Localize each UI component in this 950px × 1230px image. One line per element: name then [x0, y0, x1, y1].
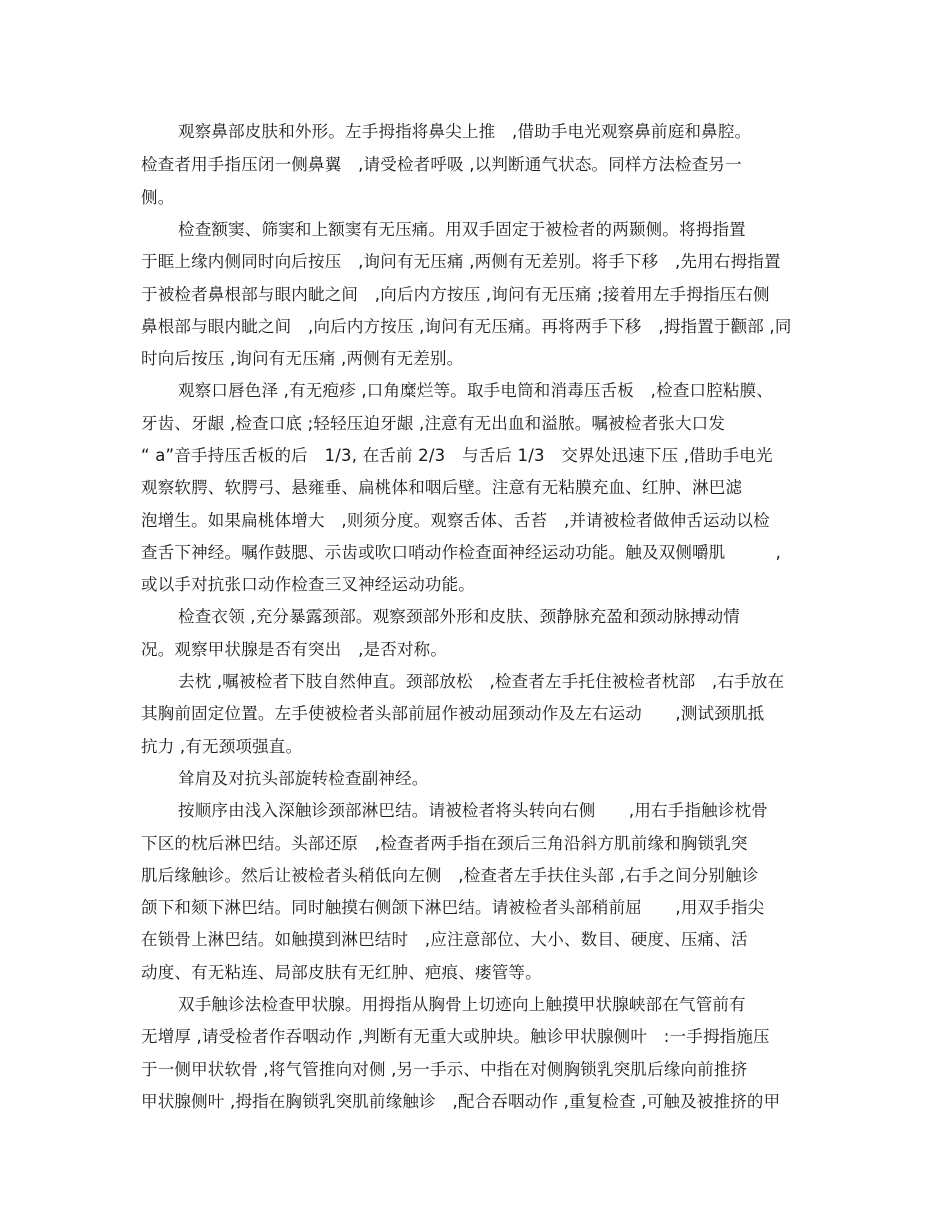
text-line: 检查者用手指压闭一侧鼻翼 ,请受检者呼吸 ,以判断通气状态。同样方法检查另一: [141, 155, 742, 174]
text-line: 耸肩及对抗头部旋转检查副神经。: [178, 769, 429, 788]
text-line: 检查衣领 ,充分暴露颈部。观察颈部外形和皮肤、颈静脉充盈和颈动脉搏动情: [178, 607, 740, 626]
text-line: 动度、有无粘连、局部皮肤有无红肿、疤痕、瘘管等。: [141, 963, 542, 982]
text-line: 其胸前固定位置。左手使被检者头部前屈作被动屈颈动作及左右运动 ,测试颈肌抵: [141, 704, 765, 723]
text-line: 查舌下神经。嘱作鼓腮、示齿或吹口哨动作检查面神经运动功能。触及双侧嚼肌 ,: [141, 543, 782, 562]
text-line: “ a”音手持压舌板的后 1/3, 在舌前 2/3 与舌后 1/3 交界处迅速下压 ,借助手电光: [141, 446, 773, 465]
text-line: 于一侧甲状软骨 ,将气管推向对侧 ,另一手示、中指在对侧胸锁乳突肌后缘向前推挤: [141, 1060, 748, 1079]
text-line: 鼻根部与眼内眦之间 ,向后内方按压 ,询问有无压痛。再将两手下移 ,拇指置于颧部 ,同: [141, 317, 792, 336]
text-line: 抗力 ,有无颈项强直。: [141, 737, 303, 756]
text-line: 双手触诊法检查甲状腺。用拇指从胸骨上切迹向上触摸甲状腺峡部在气管前有: [178, 995, 746, 1014]
text-line: 于被检者鼻根部与眼内眦之间 ,向后内方按压 ,询问有无压痛 ;接着用左手拇指压右侧: [141, 285, 770, 304]
text-line: 或以手对抗张口动作检查三叉神经运动功能。: [141, 575, 475, 594]
text-line: 况。观察甲状腺是否有突出 ,是否对称。: [141, 640, 448, 659]
text-line: 去枕 ,嘱被检者下肢自然伸直。颈部放松 ,检查者左手托住被检者枕部 ,右手放在: [178, 672, 785, 691]
text-line: 颌下和颏下淋巴结。同时触摸右侧颌下淋巴结。请被检者头部稍前屈 ,用双手指尖: [141, 898, 765, 917]
text-line: 无增厚 ,请受检者作吞咽动作 ,判断有无重大或肿块。触诊甲状腺侧叶 :一手拇指施压: [141, 1027, 770, 1046]
text-line: 按顺序由浅入深触诊颈部淋巴结。请被检者将头转向右侧 ,用右手指触诊枕骨: [178, 801, 768, 820]
text-line: 下区的枕后淋巴结。头部还原 ,检查者两手指在颈后三角沿斜方肌前缘和胸锁乳突: [141, 834, 748, 853]
text-line: 侧。: [141, 188, 175, 207]
text-line: 检查额窦、筛窦和上额窦有无压痛。用双手固定于被检者的两颞侧。将拇指置: [178, 220, 746, 239]
text-line: 观察软腭、软腭弓、悬雍垂、扁桃体和咽后壁。注意有无粘膜充血、红肿、淋巴滤: [141, 478, 743, 497]
text-line: 肌后缘触诊。然后让被检者头稍低向左侧 ,检查者左手扶住头部 ,右手之间分别触诊: [141, 866, 759, 885]
text-line: 牙齿、牙龈 ,检查口底 ;轻轻压迫牙龈 ,注意有无出血和溢脓。嘱被检者张大口发: [141, 414, 726, 433]
text-line: 时向后按压 ,询问有无压痛 ,两侧有无差别。: [141, 349, 464, 368]
text-line: 甲状腺侧叶 ,拇指在胸锁乳突肌前缘触诊 ,配合吞咽动作 ,重复检查 ,可触及被推挤的甲: [141, 1092, 781, 1111]
text-line: 观察鼻部皮肤和外形。左手拇指将鼻尖上推 ,借助手电光观察鼻前庭和鼻腔。: [178, 122, 752, 141]
text-line: 于眶上缘内侧同时向后按压 ,询问有无压痛 ,两侧有无差别。将手下移 ,先用右拇指置: [141, 252, 781, 271]
text-line: 在锁骨上淋巴结。如触摸到淋巴结时 ,应注意部位、大小、数目、硬度、压痛、活: [141, 930, 748, 949]
text-line: 泡增生。如果扁桃体增大 ,则须分度。观察舌体、舌苔 ,并请被检者做伸舌运动以检: [141, 511, 770, 530]
text-line: 观察口唇色泽 ,有无疱疹 ,口角糜烂等。取手电筒和消毒压舌板 ,检查口腔粘膜、: [178, 381, 774, 400]
